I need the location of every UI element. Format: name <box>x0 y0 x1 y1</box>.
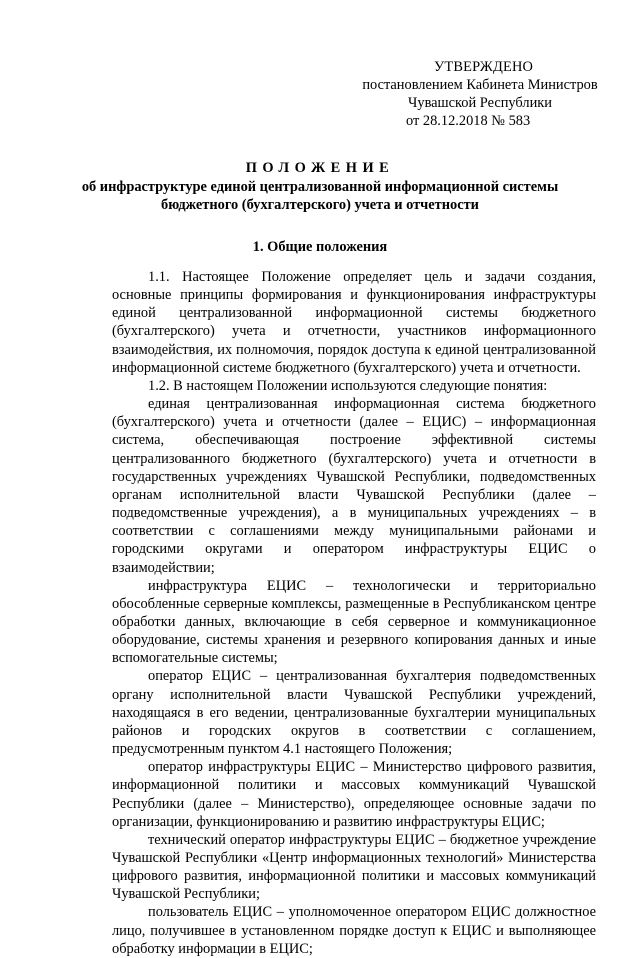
approval-issuer: постановлением Кабинета Министров <box>362 77 598 93</box>
definition-infrastructure: инфраструктура ЕЦИС – технологически и территориально обособленные серверные комплексы, размещенные в Республиканском центре обработки данных, включающие в себя серверное и коммуникационное оборудование, системы хранения и резервного копирования данных и иные вспомогательные системы; <box>112 577 596 667</box>
approval-stamp <box>350 58 610 130</box>
document-subtitle-line-2: бюджетного (бухгалтерского) учета и отчетности <box>161 197 479 213</box>
section-title: 1. Общие положения <box>252 239 388 255</box>
document-body <box>112 268 596 958</box>
paragraph-1-2: 1.2. В настоящем Положении используются следующие понятия: <box>148 377 548 394</box>
definition-operator: оператор ЕЦИС – централизованная бухгалтерия подведомственных органу исполнительной власти Чувашской Республики учреждений, находящаяся в его ведении, централизованные бухгалтерии муниципальных районов и городских округов в соответствии с соглашением, предусмотренным пунктом 4.1 настоящего Положения; <box>112 668 596 758</box>
approval-date-number: от 28.12.2018 № 583 <box>406 113 531 129</box>
document-kind: ПОЛОЖЕНИЕ <box>245 160 395 176</box>
definition-technical-operator: технический оператор инфраструктуры ЕЦИС – бюджетное учреждение Чувашской Республики «Центр информационных технологий» Министерства цифрового развития, информационной политики и массовых коммуникаций Чувашской Республики; <box>112 831 596 903</box>
paragraph-1-1: 1.1. Настоящее Положение определяет цель и задачи создания, основные принципы формирования и функционирования инфраструктуры единой централизованной информационной системы бюджетного (бухгалтерского) учета и отчетности, участников информационного взаимодействия, их полномочия, порядок доступа к единой централизованной информационной системе бюджетного (бухгалтерского) учета и отчетности. <box>112 269 596 376</box>
approval-title: УТВЕРЖДЕНО <box>434 59 534 75</box>
approval-region: Чувашской Республики <box>408 95 552 111</box>
document-heading <box>80 159 560 214</box>
definition-user: пользователь ЕЦИС – уполномоченное оператором ЕЦИС должностное лицо, получившее в установленном порядке доступ к ЕЦИС и выполняющее обработку информации в ЕЦИС; <box>112 904 596 957</box>
document-subtitle-line-1: об инфраструктуре единой централизованной информационной системы <box>81 179 559 195</box>
definition-ecis: единая централизованная информационная система бюджетного (бухгалтерского) учета и отчетности (далее – ЕЦИС) – информационная система, обеспечивающая построение эффективной системы централизованного бюджетного (бухгалтерского) учета и отчетности в государственных учреждениях Чувашской Республики, подведомственных органам исполнительной власти Чувашской Республики (далее – подведомственные учреждения), а в муниципальных учреждениях – в соответствии с соглашениями между муниципальными районами и городскими округами и оператором инфраструктуры ЕЦИС о взаимодействии; <box>112 396 596 576</box>
definition-infrastructure-operator: оператор инфраструктуры ЕЦИС – Министерство цифрового развития, информационной политики и массовых коммуникаций Чувашской Республики (далее – Министерство), определяющее основные задачи по организации, функционированию и развитию инфраструктуры ЕЦИС; <box>112 759 596 830</box>
